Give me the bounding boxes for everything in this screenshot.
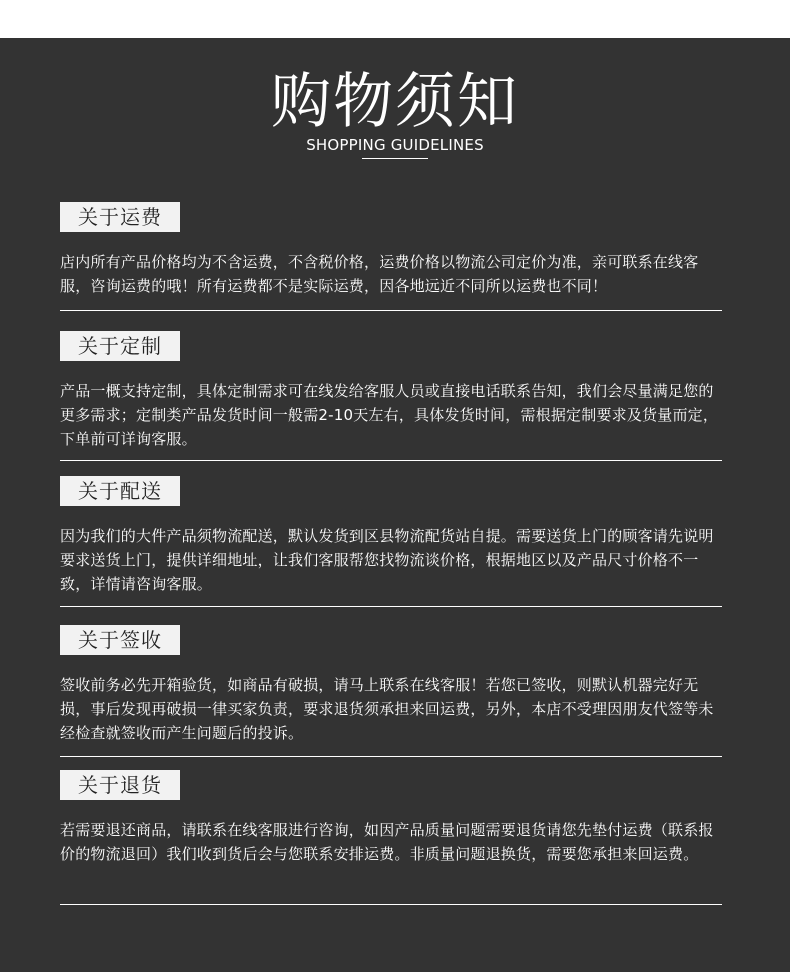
section-body-signing: 签收前务必先开箱验货，如商品有破损，请马上联系在线客服！若您已签收，则默认机器完好无损，事后发现再破损一律买家负责，要求退货须承担来回运费，另外，本店不受理因朋友代签等未经检查就签收而产生问题后的投诉。: [60, 676, 714, 742]
section-heading-returns: 关于退货: [60, 770, 180, 800]
subtitle-underline: [362, 158, 428, 159]
section-divider: [60, 606, 722, 607]
section-divider: [60, 756, 722, 757]
page-title: 购物须知: [271, 67, 519, 137]
section-body-customization: 产品一概支持定制，具体定制需求可在线发给客服人员或直接电话联系告知，我们会尽量满足您的更多需求；定制类产品发货时间一般需2-10天左右，具体发货时间，需根据定制要求及货量而定，下单前可详询客服。: [60, 382, 719, 448]
section-body-returns: 若需要退还商品，请联系在线客服进行咨询，如因产品质量问题需要退货请您先垫付运费（联系报价的物流退回）我们收到货后会与您联系安排运费。非质量问题退换货，需要您承担来回运费。: [60, 821, 714, 863]
section-heading-customization: 关于定制: [60, 331, 180, 361]
section-divider: [60, 904, 722, 905]
section-body-shipping-fee: 店内所有产品价格均为不含运费，不含税价格，运费价格以物流公司定价为准，亲可联系在线客服，咨询运费的哦！所有运费都不是实际运费，因各地远近不同所以运费也不同！: [60, 253, 699, 295]
section-heading-shipping-fee: 关于运费: [60, 202, 180, 232]
section-heading-signing: 关于签收: [60, 625, 180, 655]
section-divider: [60, 310, 722, 311]
section-heading-delivery: 关于配送: [60, 476, 180, 506]
page-subtitle: SHOPPING GUIDELINES: [306, 136, 484, 154]
section-divider: [60, 460, 722, 461]
section-body-delivery: 因为我们的大件产品须物流配送，默认发货到区县物流配货站自提。需要送货上门的顾客请先说明要求送货上门，提供详细地址，让我们客服帮您找物流谈价格，根据地区以及产品尺寸价格不一致，详情请咨询客服。: [60, 527, 714, 593]
